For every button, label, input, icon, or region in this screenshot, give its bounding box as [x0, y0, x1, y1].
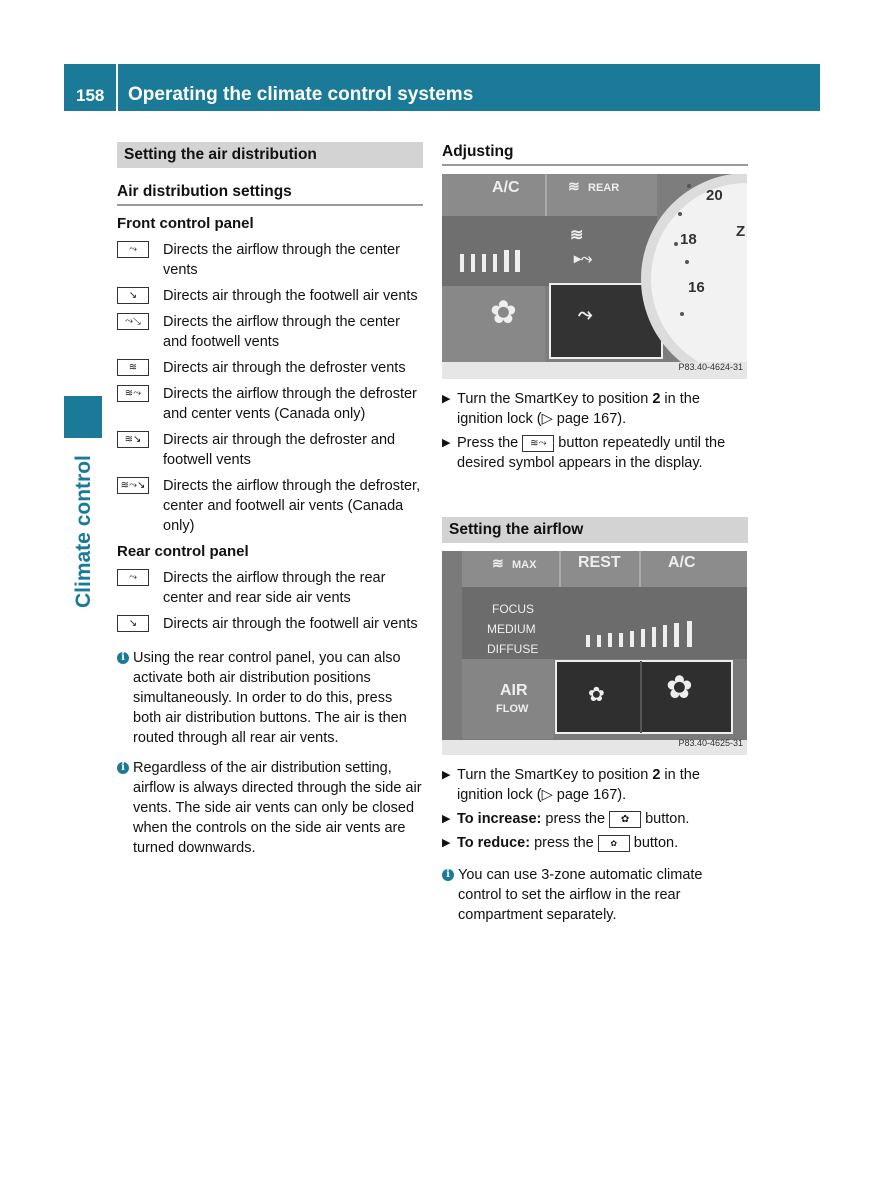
info-note-text: You can use 3-zone automatic climate control to set the airflow in the rear compartment separately. [458, 867, 703, 923]
large-fan-icon: ✿ [666, 669, 693, 705]
subtitle-air-distribution-settings: Air distribution settings [117, 182, 423, 206]
front-item-text: Directs air through the footwell air vents [163, 288, 418, 304]
front-item [117, 286, 423, 306]
climate-panel-photo-adjusting [442, 174, 747, 379]
front-item [117, 476, 423, 536]
step-text: Press the ≋⤳ button repeatedly until the desired symbol appears in the display. [457, 435, 726, 471]
front-item [117, 312, 423, 352]
flow-label: FLOW [496, 703, 529, 715]
photo-caption: P83.40-4624-31 [678, 362, 743, 372]
air-distribution-icon: ▸⤳ [574, 250, 593, 266]
front-item-text: Directs air through the defroster and footwell vents [163, 432, 396, 468]
defroster-vents-icon: ≋ [117, 359, 149, 376]
temp-18: 18 [680, 231, 697, 248]
front-item-text: Directs air through the defroster vents [163, 360, 406, 376]
page-header [64, 64, 820, 111]
front-item-text: Directs the airflow through the defroster and center vents (Canada only) [163, 386, 417, 422]
small-fan-icon: ✿ [588, 684, 605, 706]
rear-footwell-vents-icon: ↘ [117, 615, 149, 632]
front-item [117, 430, 423, 470]
rear-label: REAR [588, 182, 620, 194]
defroster-icon: ≋ [570, 227, 584, 244]
temp-z: Z [736, 223, 746, 240]
header-divider [116, 64, 118, 111]
page-number: 158 [76, 86, 105, 105]
side-tab-marker [64, 396, 102, 438]
step-text: Turn the SmartKey to position 2 in the ignition lock (▷ page 167). [457, 391, 700, 427]
triangle-bullet-icon: ▶ [442, 437, 451, 449]
info-note-text: Regardless of the air distribution setting, airflow is always directed through the side air vents. The side air vents can only be closed when the controls on the side air vents are turned downwards. [133, 760, 422, 856]
rest-label: REST [578, 554, 621, 571]
front-item-text: Directs the airflow through the center and footwell vents [163, 314, 400, 350]
air-distribution-button-icon: ⤳ [578, 304, 593, 324]
info-icon: i [117, 762, 129, 774]
step [442, 389, 748, 429]
max-defrost-icon: ≋ [492, 555, 504, 571]
step [442, 765, 748, 805]
info-icon: i [442, 869, 454, 881]
triangle-bullet-icon: ▶ [442, 837, 451, 849]
fan-icon: ✿ [490, 294, 517, 330]
photo-caption: P83.40-4625-31 [678, 738, 743, 748]
step-text: Turn the SmartKey to position 2 in the ignition lock (▷ page 167). [457, 767, 700, 803]
page-title: Operating the climate control systems [128, 84, 474, 105]
medium-label: MEDIUM [487, 622, 536, 636]
adjusting-heading: Adjusting [442, 142, 748, 166]
rear-item [117, 568, 423, 608]
max-label: MAX [512, 559, 537, 571]
front-item [117, 358, 423, 378]
section-title-airflow: Setting the airflow [442, 517, 748, 543]
defroster-center-footwell-vents-icon: ≋⤳↘ [117, 477, 149, 494]
focus-label: FOCUS [492, 602, 534, 616]
rear-item [117, 614, 423, 634]
info-note-text: Using the rear control panel, you can also activate both air distribution positions simultaneously. In order to do this, press both air distribution buttons. The air is then routed through all rear air vents. [133, 650, 407, 746]
ac-label: A/C [492, 179, 520, 196]
temp-16: 16 [688, 279, 705, 296]
section-title-air-distribution: Setting the air distribution [117, 142, 423, 168]
temp-20: 20 [706, 187, 723, 204]
air-distribution-button-icon: ≋⤳ [522, 435, 554, 452]
right-column [442, 142, 748, 925]
step-text: To reduce: press the ✿ button. [457, 835, 679, 851]
ac-label: A/C [668, 554, 696, 571]
front-panel-heading: Front control panel [117, 215, 254, 232]
rear-defrost-icon: ≋ [568, 178, 580, 194]
triangle-bullet-icon: ▶ [442, 393, 451, 405]
diffuse-label: DIFFUSE [487, 642, 539, 656]
small-fan-button-icon: ✿ [598, 835, 630, 852]
step [442, 433, 748, 473]
front-item [117, 240, 423, 280]
defroster-footwell-vents-icon: ≋↘ [117, 431, 149, 448]
step [442, 809, 748, 829]
step [442, 833, 748, 853]
panel-illustration [442, 174, 747, 379]
rear-panel-heading: Rear control panel [117, 543, 249, 560]
footwell-vents-icon: ↘ [117, 287, 149, 304]
rear-center-side-vents-icon: ⤳ [117, 569, 149, 586]
defroster-center-vents-icon: ≋⤳ [117, 385, 149, 402]
front-item [117, 384, 423, 424]
triangle-bullet-icon: ▶ [442, 769, 451, 781]
air-label: AIR [500, 682, 528, 699]
side-tab-label: Climate control [72, 455, 95, 608]
info-note [442, 865, 748, 925]
front-item-text: Directs the airflow through the defroster, center and footwell air vents (Canada only) [163, 478, 421, 534]
info-note [117, 648, 423, 748]
info-icon: i [117, 652, 129, 664]
climate-panel-photo-airflow [442, 551, 747, 755]
left-column [117, 142, 423, 858]
rear-item-text: Directs the airflow through the rear center and rear side air vents [163, 570, 386, 606]
center-vents-icon: ⤳ [117, 241, 149, 258]
step-text: To increase: press the ✿ button. [457, 811, 690, 827]
large-fan-button-icon: ✿ [609, 811, 641, 828]
rear-item-text: Directs air through the footwell air vents [163, 616, 418, 632]
center-footwell-vents-icon: ⤳↘ [117, 313, 149, 330]
info-note [117, 758, 423, 858]
triangle-bullet-icon: ▶ [442, 813, 451, 825]
front-item-text: Directs the airflow through the center vents [163, 242, 400, 278]
